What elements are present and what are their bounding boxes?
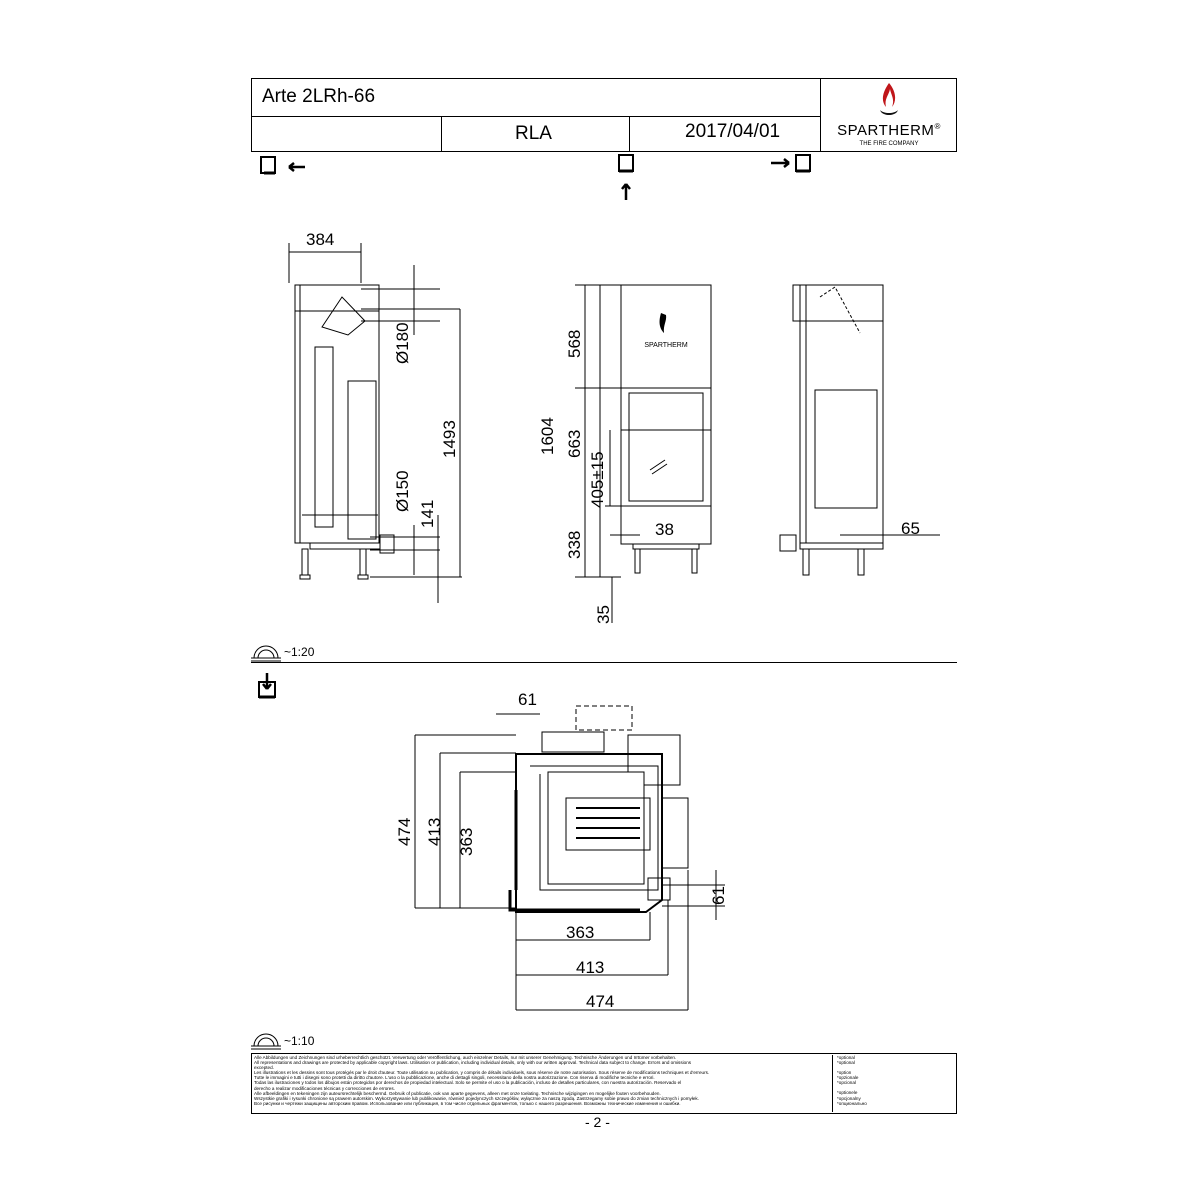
legal-line: Todas las ilustraciones y todos los dibujos están protegidos por derechos de propiedad intelectual. Solo se permite el uso o la publicación, incluso de detalles particulares, con nuestra autorización. Reservado el: [254, 1080, 682, 1086]
dim-plan-width-363: 363: [566, 923, 595, 942]
dim-plan-depth-363: 363: [457, 827, 476, 856]
stove-logo-mark: [644, 313, 687, 349]
svg-text:SPARTHERM: SPARTHERM: [644, 342, 688, 349]
legal-line: excepted.: [254, 1065, 274, 1071]
variant-code: RLA: [515, 123, 552, 144]
title-divider: [441, 116, 442, 151]
legal-line: All representations and drawings are protected by applicable copyright laws. Utilisation or publication, including individual details, only with our written approval. Technical data subject to change. Errors and omissions: [254, 1060, 692, 1066]
dim-offset-65: 65: [901, 519, 920, 538]
dim-air-diameter: Ø150: [393, 470, 412, 512]
section-divider: [251, 662, 957, 663]
dim-plan-width-474: 474: [586, 992, 615, 1011]
dim-glass-height: 405±15: [588, 451, 607, 508]
dim-top-section: 568: [565, 329, 584, 358]
model-name: Arte 2LRh-66: [262, 86, 376, 107]
optional-legend: [832, 1055, 867, 1112]
legal-line: derecho a realizar modificaciones técnicas y correcciones de errores.: [254, 1085, 395, 1091]
elevation-drawing: [240, 225, 960, 635]
front-view-icon: [619, 155, 633, 200]
legal-line: Все рисунки и чертежи защищены авторским правом. Использование или публикация, в том числе отдельных фрагментов, только с нашего разрешения. Возможны технические изменения и ошибки.: [254, 1100, 681, 1106]
dim-air-height: 141: [418, 499, 437, 528]
dim-plan-top-offset: 61: [518, 690, 537, 709]
left-view-icon: [261, 157, 305, 173]
optional-line: *optional: [837, 1060, 855, 1066]
copyright-notice: [254, 1055, 826, 1106]
title-divider: [252, 116, 820, 117]
legal-line: Alle afbeeldingen en tekeningen zijn auteursrechtelijk beschermd. Gebruik of publicatie, ook van aparte gegevens, alleen met onze toelating. Technische wijzigingen en mogelijke fouten voorbehouden.: [254, 1090, 661, 1096]
brand-tagline: THE FIRE COMPANY: [859, 141, 919, 147]
optional-line: *option: [837, 1070, 852, 1076]
dim-height-1493: 1493: [440, 420, 459, 458]
dim-flue-diameter: Ø180: [393, 322, 412, 364]
dim-plan-width-413: 413: [576, 958, 605, 977]
dim-plan-depth-474: 474: [395, 817, 414, 846]
scale-icon: [251, 1028, 281, 1050]
scale-icon: [251, 640, 281, 662]
side-view-left: [289, 243, 394, 579]
top-view-icon: [256, 672, 280, 700]
dim-width-384: 384: [306, 230, 335, 249]
legal-line: Les illustrations et les dessins sont tous protégés par le droit d'auteur. Toute utilisation ou publication, y compris de détails individuels, sous réserve de notre autorisation. Sous réserve de modifications techniques et d'erreurs.: [254, 1070, 710, 1076]
plan-drawing: [400, 690, 740, 1020]
scale-upper: ~1:20: [284, 645, 315, 659]
dim-plan-right-offset: 61: [709, 886, 728, 905]
dim-leg-height: 35: [594, 605, 613, 624]
dim-plan-depth-413: 413: [425, 817, 444, 846]
scale-lower: ~1:10: [284, 1034, 315, 1048]
title-block: [251, 78, 957, 152]
right-view-icon: [771, 155, 810, 171]
dim-base-height: 338: [565, 530, 584, 559]
legal-footer: [251, 1053, 957, 1114]
optional-line: *optionele: [837, 1090, 858, 1096]
optional-line: *optional: [837, 1055, 855, 1060]
optional-line: *opcional: [837, 1080, 856, 1086]
page-number: - 2 -: [585, 1114, 610, 1130]
legal-line: Wszystkie grafiki i rysunki chronione są prawem autorskim. Wykorzystywanie lub publikowanie, również pojedynczych szczegółów, wyłącznie za naszą zgodą. Zastrzegamy sobie prawo do zmian technicznych i pomyłek.: [254, 1095, 699, 1101]
optional-line: *opcjonalny: [837, 1095, 861, 1101]
view-direction-symbols: [255, 150, 825, 205]
optional-line: *опционально: [837, 1100, 867, 1106]
dim-gap: 38: [655, 520, 674, 539]
brand-name: SPARTHERM®: [837, 122, 941, 139]
title-divider: [629, 116, 630, 151]
legal-line: Alle Abbildungen und Zeichnungen sind urheberrechtlich geschützt. Verwertung oder Veröffentlichung, auch einzelner Details, nur mit unserer Genehmigung. Technische Änderungen und Irrtümer vorbehalten.: [254, 1055, 677, 1060]
dim-door-height: 663: [565, 429, 584, 458]
flame-icon: [876, 81, 902, 119]
dim-total-height: 1604: [538, 417, 557, 455]
legal-line: Tutte le immagini e tutti i disegni sono protetti da diritto d'autore. L'uso o la pubblicazione, anche di dettagli singoli, necessitano della nostra autorizzazione. Con riserva di modifiche tecniche e errori.: [254, 1075, 655, 1081]
document-date: 2017/04/01: [685, 121, 781, 142]
optional-line: *opzionale: [837, 1075, 859, 1081]
logo: [820, 79, 957, 151]
